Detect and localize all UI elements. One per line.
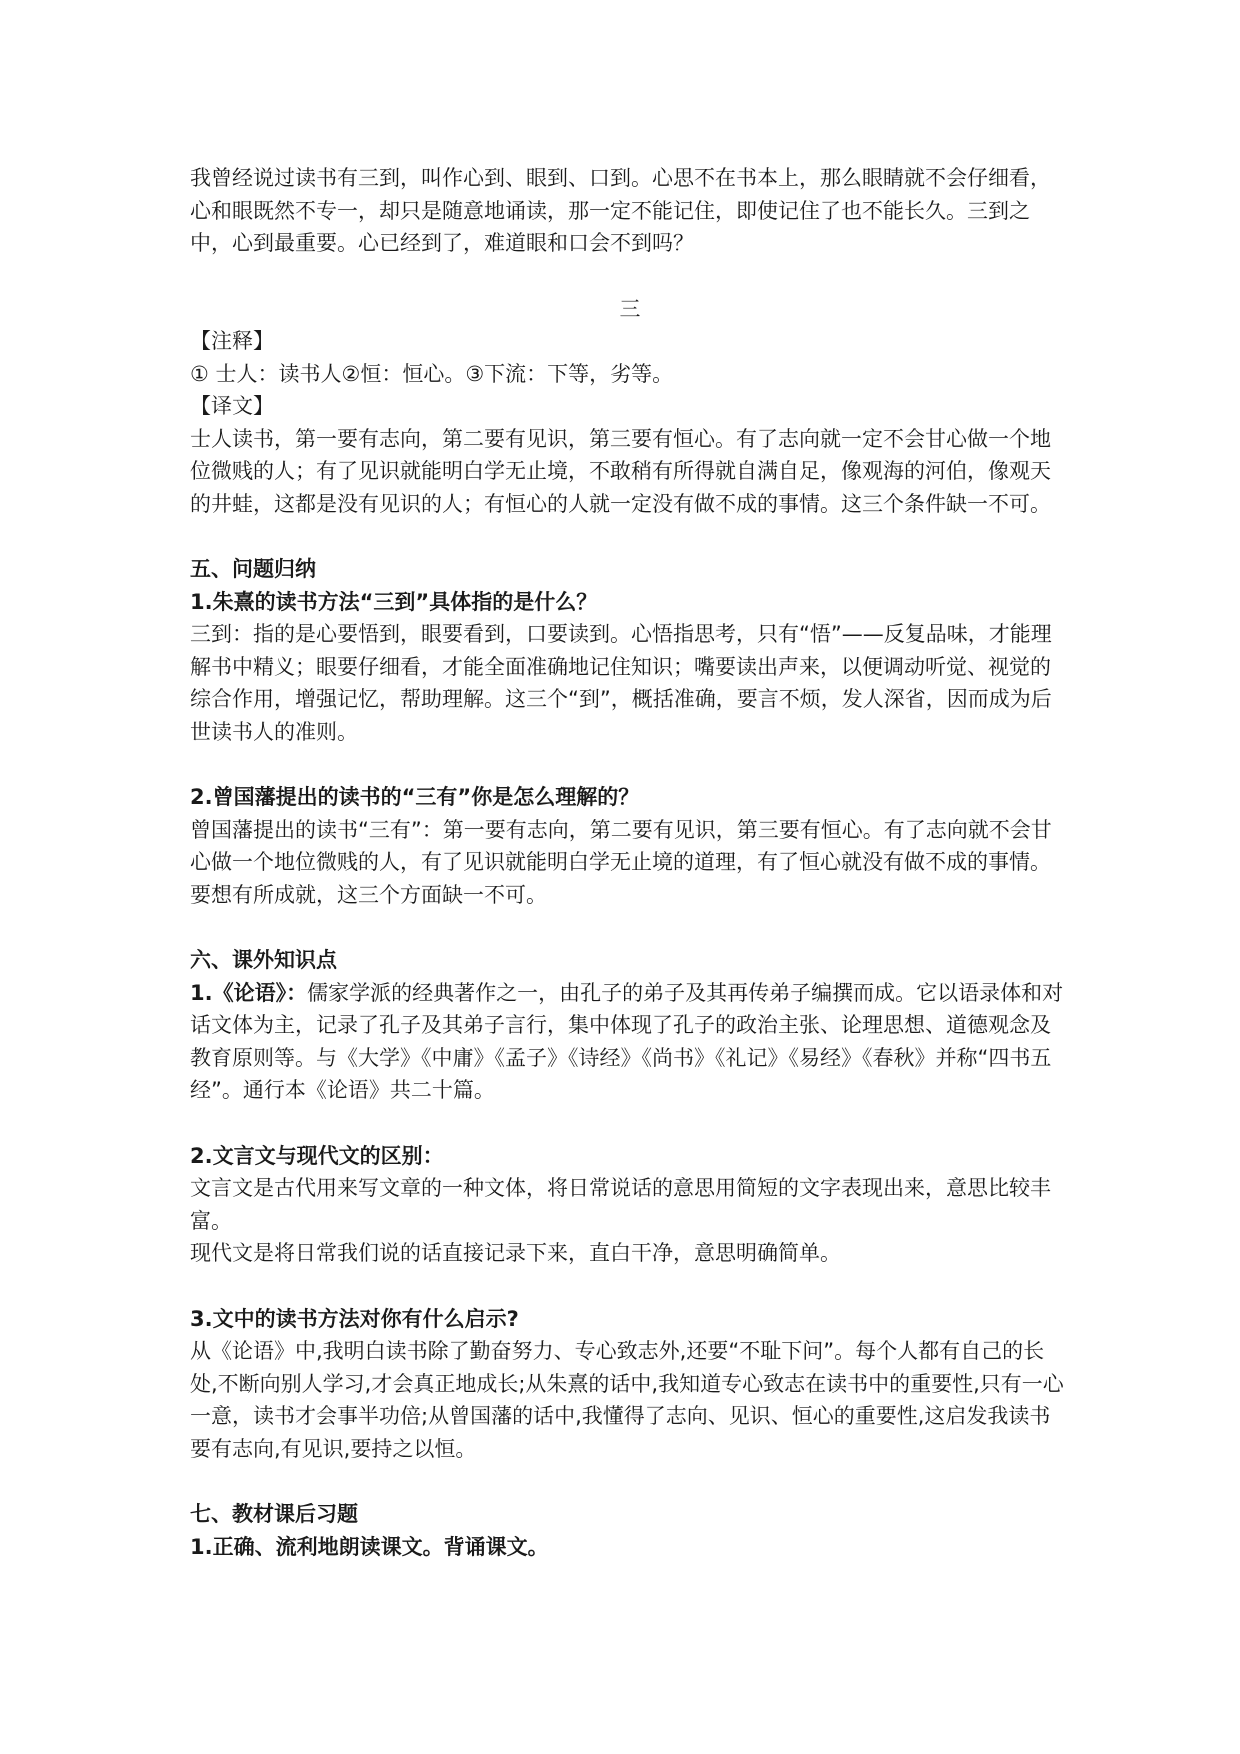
knowledge-1 — [190, 977, 1070, 1107]
spacer — [190, 1270, 1070, 1303]
knowledge-3-label: 3.文中的读书方法对你有什么启示? — [190, 1306, 519, 1331]
section-heading-five: 五、问题归纳 — [190, 557, 316, 581]
translation-label: 【译文】 — [190, 394, 274, 418]
section-marker: 三 — [619, 296, 641, 321]
spacer — [190, 911, 1070, 944]
spacer — [190, 520, 1070, 553]
knowledge-1-text: 儒家学派的经典著作之一，由孔子的弟子及其再传弟子编撰而成。它以语录体和对话文体为主，记录了孔子及其弟子言行，集中体现了孔子的政治主张、论理思想、道德观念及教育原则等。与《大学》《中庸》《孟子》《诗经》《尚书》《礼记》《易经》《春秋》并称“四书五经”。通行本《论语》共二十篇。 — [190, 980, 1064, 1102]
question-2: 2.曾国藩提出的读书的“三有”你是怎么理解的？ — [190, 785, 640, 809]
section-heading-seven: 七、教材课后习题 — [190, 1502, 358, 1526]
answer-1: 三到：指的是心要悟到，眼要看到，口要读到。心悟指思考，只有“悟”——反复品味，才能理解书中精义；眼要仔细看，才能全面准确地记住知识；嘴要读出声来，以便调动听觉、视觉的综合作用，增强记忆，帮助理解。这三个“到”，概括准确，要言不烦，发人深省，因而成为后世读书人的准则。 — [190, 622, 1052, 744]
knowledge-2-text-1: 文言文是古代用来写文章的一种文体，将日常说话的意思用简短的文字表现出来，意思比较丰富。 — [190, 1176, 1051, 1233]
spacer — [190, 748, 1070, 781]
section-heading-six: 六、课外知识点 — [190, 948, 337, 972]
spacer — [190, 260, 1070, 293]
knowledge-2-label: 2.文言文与现代文的区别： — [190, 1143, 444, 1168]
spacer — [190, 1465, 1070, 1498]
knowledge-3-text: 从《论语》中,我明白读书除了勤奋努力、专心致志外,还要“不耻下问”。每个人都有自己的长处,不断向别人学习,才会真正地成长;从朱熹的话中,我知道专心致志在读书中的重要性,只有一心一意，读书才会事半功倍;从曾国藩的话中,我懂得了志向、见识、恒心的重要性,这启发我读书要有志向,有见识,要持之以恒。 — [190, 1339, 1064, 1461]
document-page — [190, 162, 1070, 1563]
notes-text: ① 士人：读书人②恒：恒心。③下流：下等，劣等。 — [190, 361, 674, 386]
question-1: 1.朱熹的读书方法“三到”具体指的是什么？ — [190, 589, 598, 614]
notes-label: 【注释】 — [190, 329, 274, 353]
knowledge-2-text-2: 现代文是将日常我们说的话直接记录下来，直白干净，意思明确简单。 — [190, 1241, 841, 1265]
answer-2: 曾国藩提出的读书“三有”：第一要有志向，第二要有见识，第三要有恒心。有了志向就不会甘心做一个地位微贱的人，有了见识就能明白学无止境的道理，有了恒心就没有做不成的事情。要想有所成就，这三个方面缺一不可。 — [190, 817, 1052, 907]
intro-paragraph: 我曾经说过读书有三到，叫作心到、眼到、口到。心思不在书本上，那么眼睛就不会仔细看，心和眼既然不专一，却只是随意地诵读，那一定不能记住，即使记住了也不能长久。三到之中，心到最重要。心已经到了，难道眼和口会不到吗？ — [190, 166, 1051, 255]
knowledge-1-label: 1.《论语》： — [190, 980, 308, 1005]
exercise-1: 1.正确、流利地朗读课文。背诵课文。 — [190, 1534, 549, 1559]
spacer — [190, 1107, 1070, 1140]
translation-text: 士人读书，第一要有志向，第二要有见识，第三要有恒心。有了志向就一定不会甘心做一个地位微贱的人；有了见识就能明白学无止境，不敢稍有所得就自满自足，像观海的河伯，像观天的井蛙，这都是没有见识的人；有恒心的人就一定没有做不成的事情。这三个条件缺一不可。 — [190, 426, 1051, 516]
